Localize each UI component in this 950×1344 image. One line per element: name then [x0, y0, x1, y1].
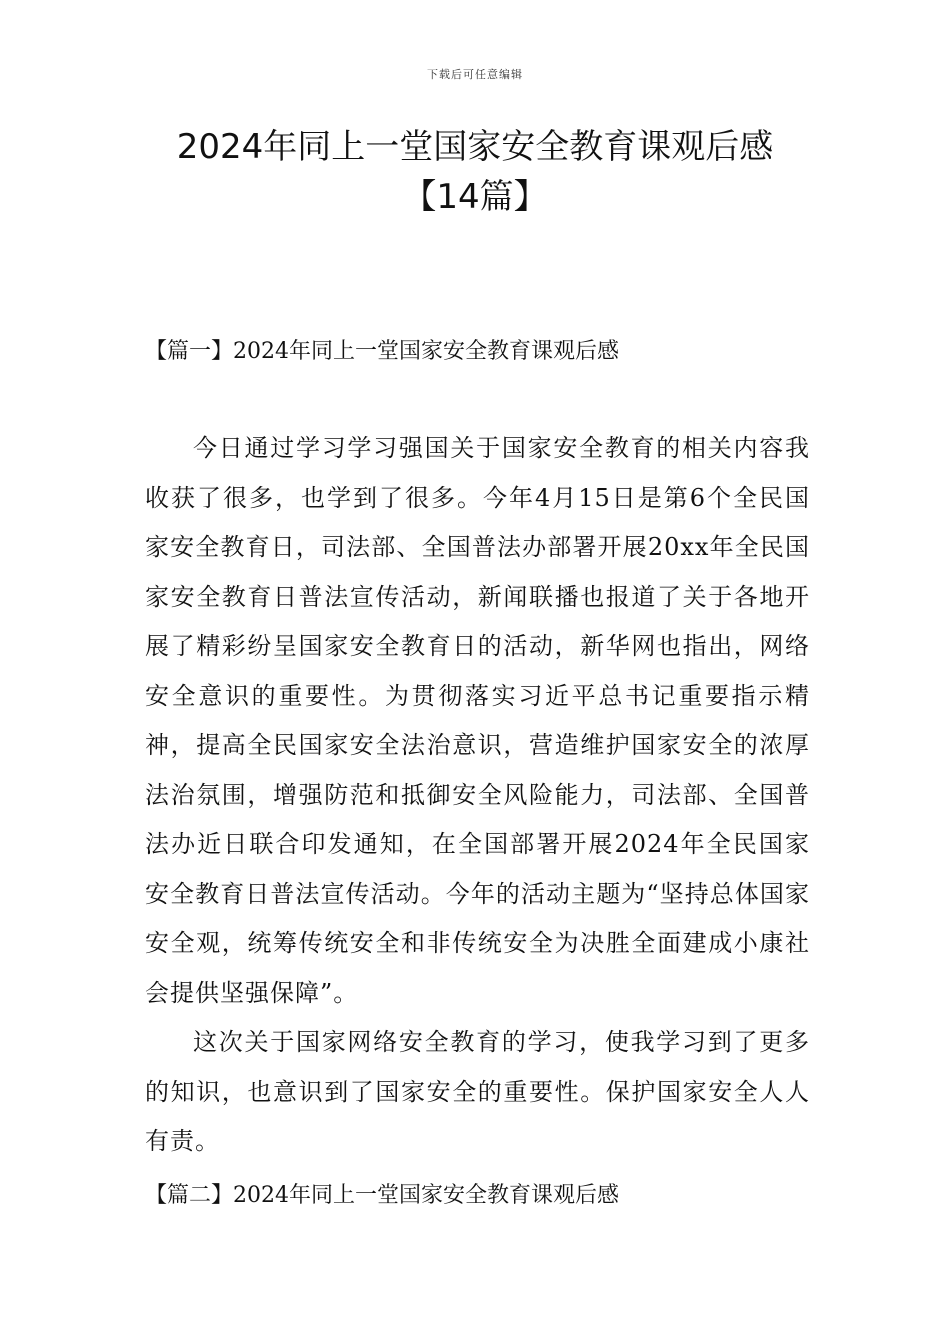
document-title	[100, 122, 850, 222]
paragraph-2: 这次关于国家网络安全教育的学习，使我学习到了更多的知识，也意识到了国家安全的重要性。保护国家安全人人有责。	[145, 1028, 810, 1155]
paragraph-1: 今日通过学习学习强国关于国家安全教育的相关内容我收获了很多，也学到了很多。今年4月15日是第6个全民国家安全教育日，司法部、全国普法办部署开展20xx年全民国家安全教育日普法宣传活动，新闻联播也报道了关于各地开展了精彩纷呈国家安全教育日的活动，新华网也指出，网络安全意识的重要性。为贯彻落实习近平总书记重要指示精神，提高全民国家安全法治意识，营造维护国家安全的浓厚法治氛围，增强防范和抵御安全风险能力，司法部、全国普法办近日联合印发通知，在全国部署开展2024年全民国家安全教育日普法宣传活动。今年的活动主题为“坚持总体国家安全观，统筹传统安全和非传统安全为决胜全面建成小康社会提供坚强保障”。	[145, 434, 810, 1007]
title-line-2: 【14篇】	[402, 177, 548, 217]
section-heading-2: 【篇二】2024年同上一堂国家安全教育课观后感	[145, 1183, 619, 1208]
section-heading-1: 【篇一】2024年同上一堂国家安全教育课观后感	[145, 339, 619, 364]
header-note: 下载后可任意编辑	[427, 68, 523, 81]
title-line-1: 2024年同上一堂国家安全教育课观后感	[176, 127, 774, 167]
section-body-1	[145, 424, 810, 1167]
